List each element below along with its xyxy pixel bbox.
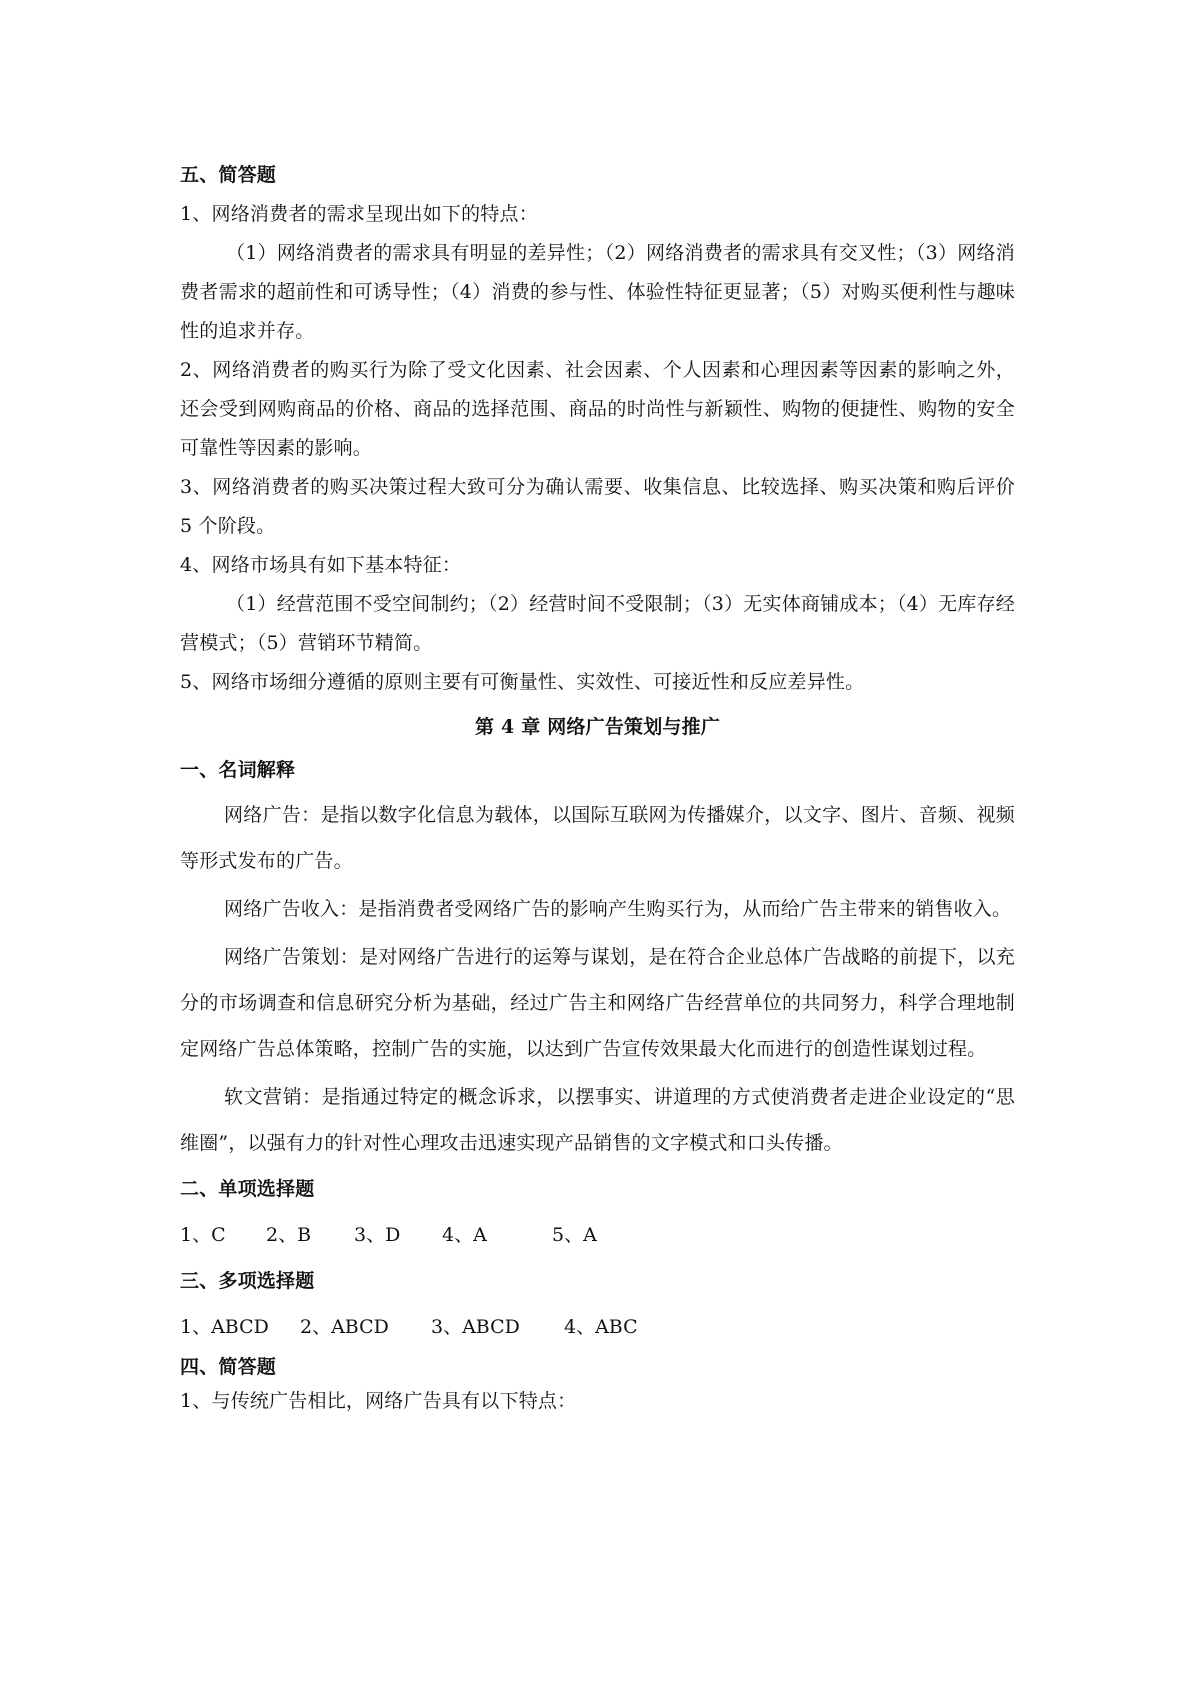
answer-paragraph: （1）经营范围不受空间制约；（2）经营时间不受限制；（3）无实体商铺成本；（4）无库存经营模式；（5）营销环节精简。: [180, 593, 1015, 654]
chapter-title: 第 4 章 网络广告策划与推广: [474, 716, 721, 738]
section-heading: 四、简答题: [180, 1356, 277, 1378]
definition-paragraph: 软文营销：是指通过特定的概念诉求，以摆事实、讲道理的方式使消费者走进企业设定的“思维圈”，以强有力的针对性心理攻击迅速实现产品销售的文字模式和口头传播。: [180, 1086, 1015, 1154]
section-heading: 一、名词解释: [180, 759, 296, 781]
single-choice-answers: [180, 1212, 1015, 1258]
section-heading: 五、简答题: [180, 164, 277, 186]
answer-item: 2、ABCD: [300, 1316, 389, 1338]
answer-item: 4、ABC: [564, 1316, 638, 1338]
definition-paragraph: 网络广告策划：是对网络广告进行的运筹与谋划，是在符合企业总体广告战略的前提下，以充分的市场调查和信息研究分析为基础，经过广告主和网络广告经营单位的共同努力，科学合理地制定网络广告总体策略，控制广告的实施，以达到广告宣传效果最大化而进行的创造性谋划过程。: [180, 946, 1015, 1060]
section-heading: 二、单项选择题: [180, 1178, 315, 1200]
answer-paragraph: 5、网络市场细分遵循的原则主要有可衡量性、实效性、可接近性和反应差异性。: [180, 671, 865, 693]
multiple-choice-answers: [180, 1304, 1015, 1350]
answer-paragraph: （1）网络消费者的需求具有明显的差异性；（2）网络消费者的需求具有交叉性；（3）网络消费者需求的超前性和可诱导性；（4）消费的参与性、体验性特征更显著；（5）对购买便利性与趣味性的追求并存。: [180, 242, 1015, 342]
definition-paragraph: 网络广告：是指以数字化信息为载体，以国际互联网为传播媒介，以文字、图片、音频、视频等形式发布的广告。: [180, 804, 1015, 872]
answer-item: 3、ABCD: [431, 1316, 520, 1338]
answer-paragraph: 1、与传统广告相比，网络广告具有以下特点：: [180, 1390, 577, 1412]
answer-paragraph: 3、网络消费者的购买决策过程大致可分为确认需要、收集信息、比较选择、购买决策和购后评价 5 个阶段。: [180, 476, 1015, 537]
section-heading: 三、多项选择题: [180, 1270, 315, 1292]
definition-paragraph: 网络广告收入：是指消费者受网络广告的影响产生购买行为，从而给广告主带来的销售收入。: [224, 898, 1012, 920]
answer-paragraph: 1、网络消费者的需求呈现出如下的特点：: [180, 203, 538, 225]
answer-paragraph: 2、网络消费者的购买行为除了受文化因素、社会因素、个人因素和心理因素等因素的影响之外，还会受到网购商品的价格、商品的选择范围、商品的时尚性与新颖性、购物的便捷性、购物的安全可靠性等因素的影响。: [180, 359, 1015, 459]
answer-paragraph: 4、网络市场具有如下基本特征：: [180, 554, 462, 576]
answer-item: 1、ABCD: [180, 1316, 269, 1338]
answer-item: 3、D: [354, 1224, 401, 1246]
answer-item: 5、A: [552, 1224, 597, 1246]
answer-item: 1、C: [180, 1224, 226, 1246]
answer-item: 2、B: [266, 1224, 312, 1246]
document-page: [180, 156, 1015, 1418]
answer-item: 4、A: [442, 1224, 487, 1246]
